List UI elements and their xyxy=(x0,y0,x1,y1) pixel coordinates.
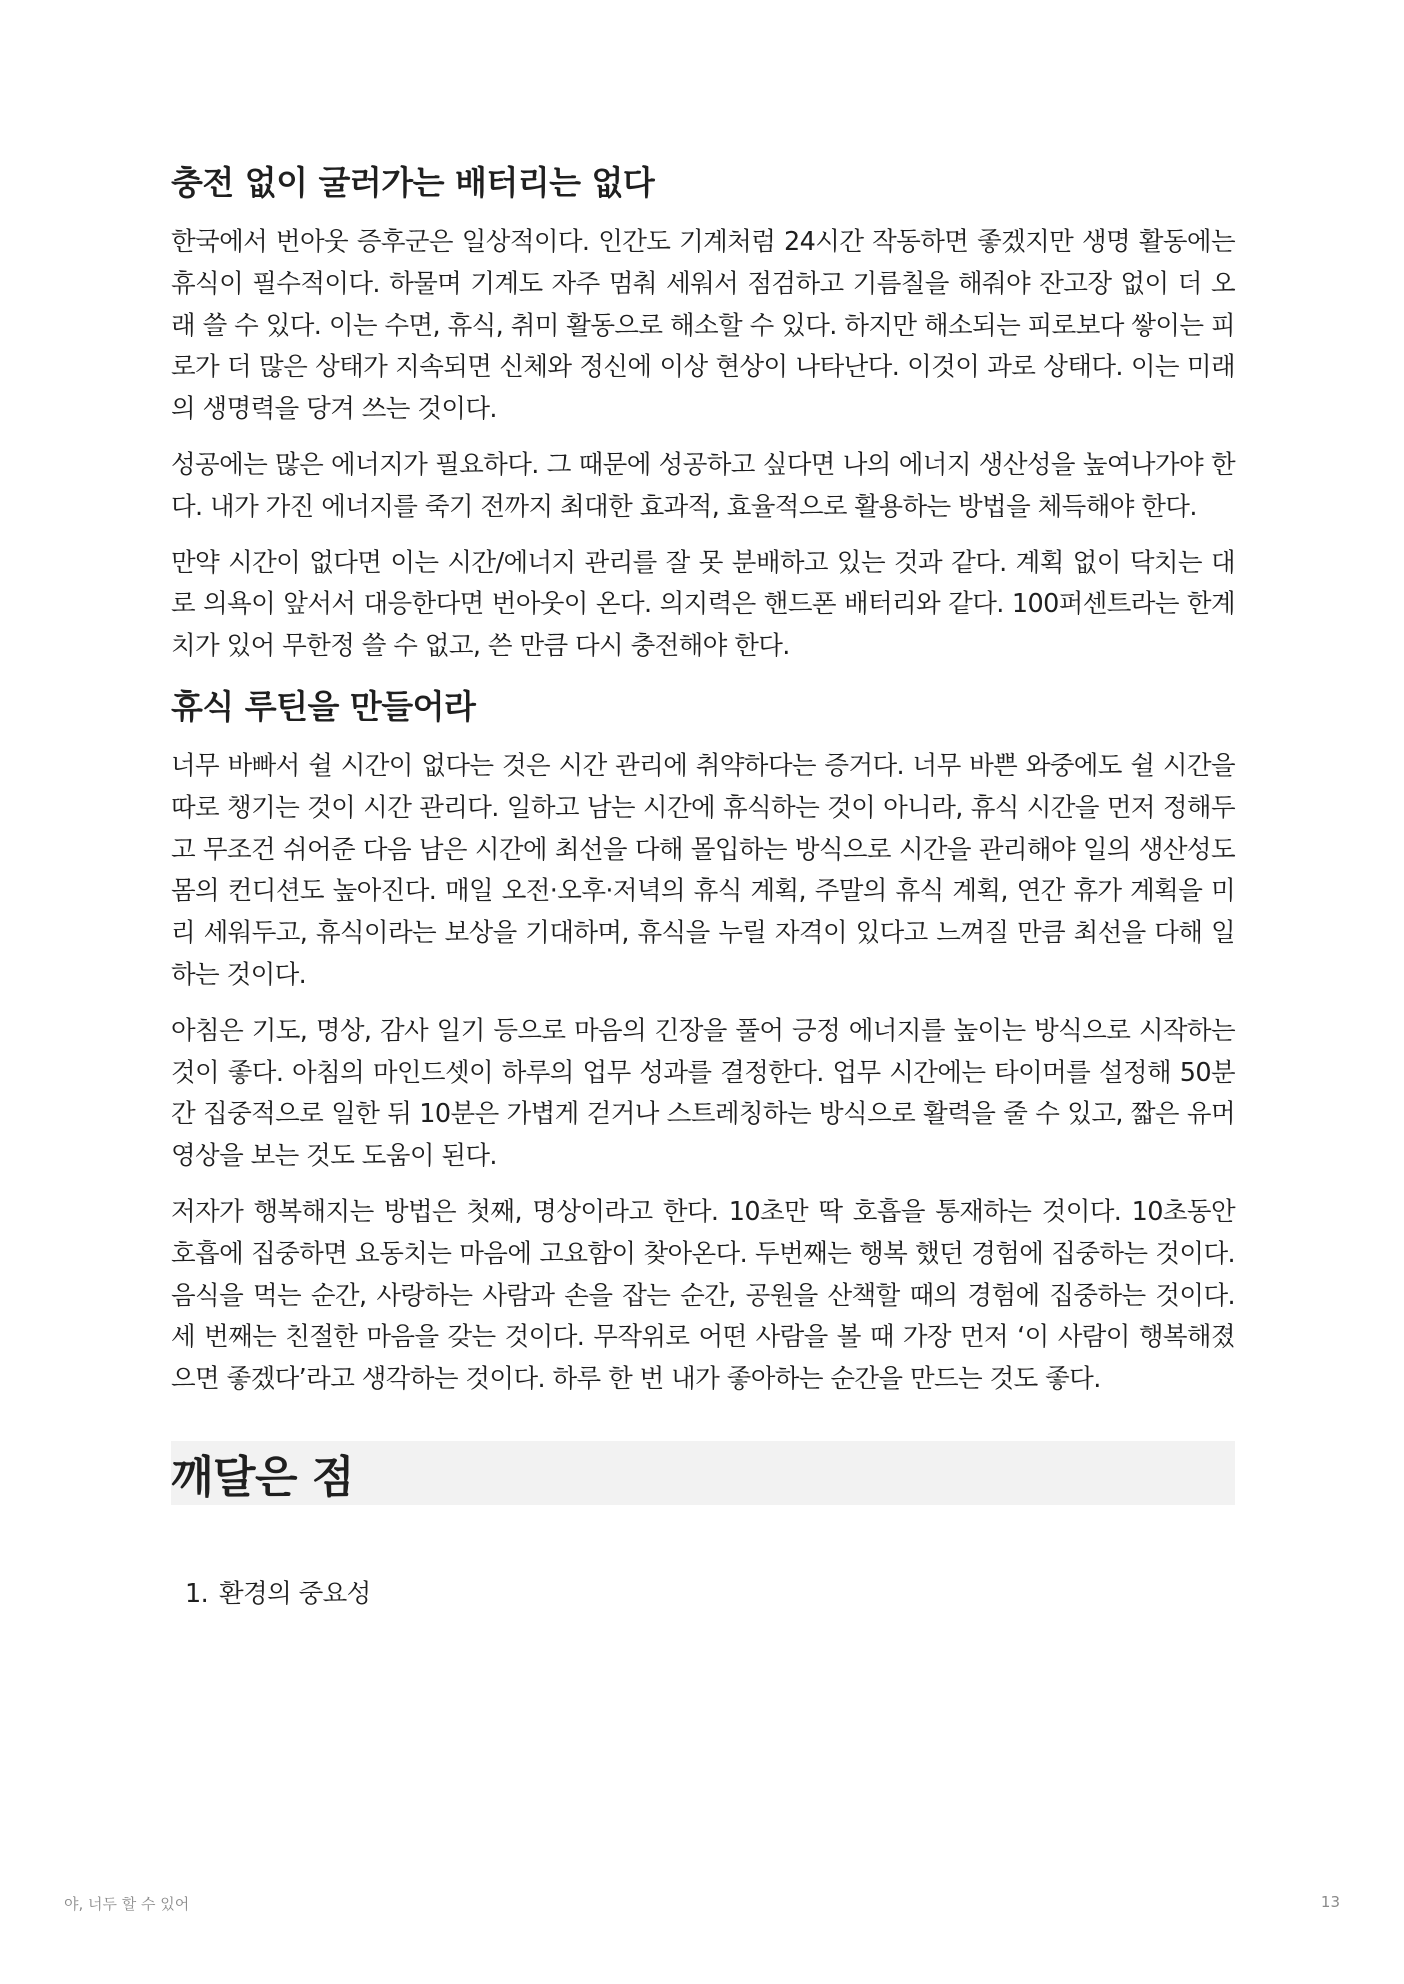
callout-title: 깨달은 점 xyxy=(171,1451,354,1503)
numbered-list xyxy=(171,1575,1235,1613)
paragraph: 너무 바빠서 쉴 시간이 없다는 것은 시간 관리에 취약하다는 증거다. 너무 바쁜 와중에도 쉴 시간을 따로 챙기는 것이 시간 관리다. 일하고 남는 시간에 휴식하는 것이 아니라, 휴식 시간을 먼저 정해두고 무조건 쉬어준 다음 남은 시간에 최선을 다해 몰입하는 방식으로 시간을 관리해야 일의 생산성도 몸의 컨디션도 높아진다. 매일 오전·오후·저녁의 휴식 계획, 주말의 휴식 계획, 연간 휴가 계획을 미리 세워두고, 휴식이라는 보상을 기대하며, 휴식을 누릴 자격이 있다고 느껴질 만큼 최선을 다해 일하는 것이다. xyxy=(171,750,1235,990)
page-content xyxy=(171,158,1235,1613)
footer-book-title: 야, 너두 할 수 있어 xyxy=(64,1895,190,1913)
list-item-number: 1. xyxy=(185,1578,209,1609)
list-item xyxy=(185,1575,1235,1613)
paragraph: 저자가 행복해지는 방법은 첫째, 명상이라고 한다. 10초만 딱 호흡을 통재하는 것이다. 10초동안 호흡에 집중하면 요동치는 마음에 고요함이 찾아온다. 두번째는 행복 했던 경험에 집중하는 것이다. 음식을 먹는 순간, 사랑하는 사람과 손을 잡는 순간, 공원을 산책할 때의 경험에 집중하는 것이다. 세 번째는 친절한 마음을 갖는 것이다. 무작위로 어떤 사람을 볼 때 가장 먼저 ‘이 사람이 행복해졌으면 좋겠다’라고 생각하는 것이다. 하루 한 번 내가 좋아하는 순간을 만드는 것도 좋다. xyxy=(171,1196,1235,1395)
paragraph: 성공에는 많은 에너지가 필요하다. 그 때문에 성공하고 싶다면 나의 에너지 생산성을 높여나가야 한다. 내가 가진 에너지를 죽기 전까지 최대한 효과적, 효율적으로 활용하는 방법을 체득해야 한다. xyxy=(171,449,1235,522)
list-item-text: 환경의 중요성 xyxy=(219,1578,371,1609)
paragraph: 아침은 기도, 명상, 감사 일기 등으로 마음의 긴장을 풀어 긍정 에너지를 높이는 방식으로 시작하는 것이 좋다. 아침의 마인드셋이 하루의 업무 성과를 결정한다. 업무 시간에는 타이머를 설정해 50분간 집중적으로 일한 뒤 10분은 가볍게 걷거나 스트레칭하는 방식으로 활력을 줄 수 있고, 짧은 유머 영상을 보는 것도 도움이 된다. xyxy=(171,1015,1235,1172)
section-heading-rest-routine: 휴식 루틴을 만들어라 xyxy=(171,686,476,726)
paragraph: 만약 시간이 없다면 이는 시간/에너지 관리를 잘 못 분배하고 있는 것과 같다. 계획 없이 닥치는 대로 의욕이 앞서서 대응한다면 번아웃이 온다. 의지력은 핸드폰 배터리와 같다. 100퍼센트라는 한계치가 있어 무한정 쓸 수 없고, 쓴 만큼 다시 충전해야 한다. xyxy=(171,547,1235,662)
paragraph: 한국에서 번아웃 증후군은 일상적이다. 인간도 기계처럼 24시간 작동하면 좋겠지만 생명 활동에는 휴식이 필수적이다. 하물며 기계도 자주 멈춰 세워서 점검하고 기름칠을 해줘야 잔고장 없이 더 오래 쓸 수 있다. 이는 수면, 휴식, 취미 활동으로 해소할 수 있다. 하지만 해소되는 피로보다 쌓이는 피로가 더 많은 상태가 지속되면 신체와 정신에 이상 현상이 나타난다. 이것이 과로 상태다. 이는 미래의 생명력을 당겨 쓰는 것이다. xyxy=(171,227,1235,425)
section-heading-battery: 충전 없이 굴러가는 배터리는 없다 xyxy=(171,163,655,202)
callout-block xyxy=(171,1441,1235,1505)
footer-page-number: 13 xyxy=(1320,1893,1340,1911)
